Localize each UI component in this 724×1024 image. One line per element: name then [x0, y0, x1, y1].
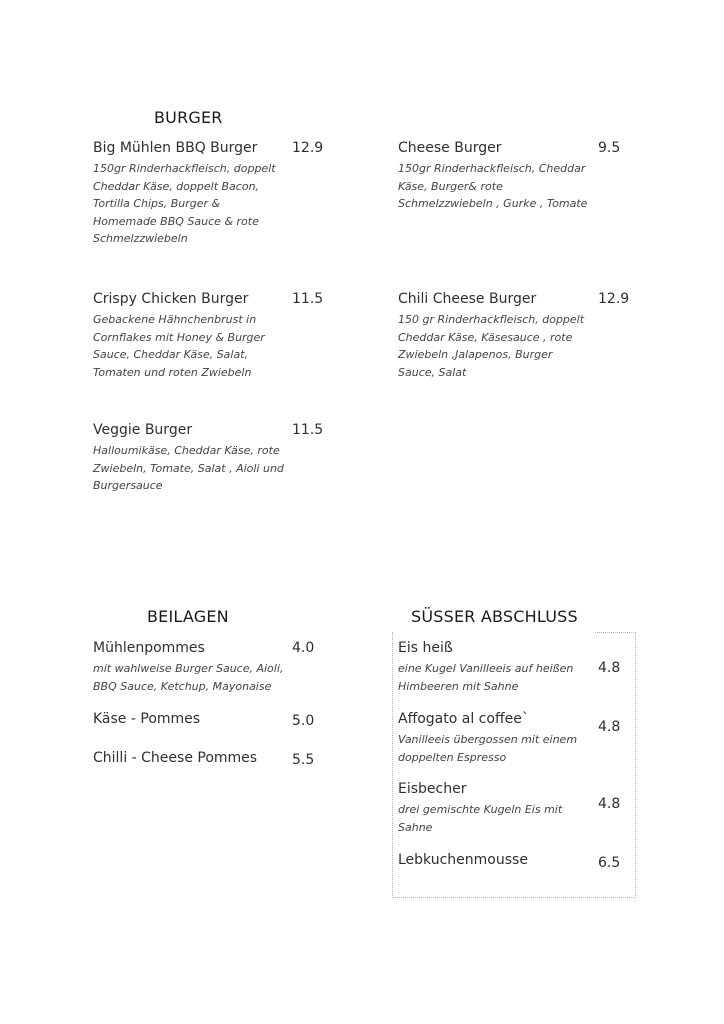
menu-item-eisbecher: [398, 781, 588, 836]
item-name: Chili Cheese Burger: [398, 291, 537, 307]
item-name: Veggie Burger: [93, 422, 193, 438]
item-name: Eis heiß: [398, 640, 453, 656]
menu-item-crispy-chicken-burger: [93, 291, 288, 381]
menu-item-big-muehlen-bbq-burger: [93, 140, 288, 248]
item-price: 6.5: [598, 855, 621, 871]
item-name: Eisbecher: [398, 781, 467, 797]
item-description: eine Kugel Vanilleeis auf heißen Himbeeren mit Sahne: [398, 662, 574, 693]
menu-item-affogato: [398, 711, 588, 766]
menu-item-kaese-pommes: [93, 711, 288, 728]
item-description: 150gr Rinderhackfleisch, doppelt Cheddar Käse, doppelt Bacon, Tortilla Chips, Burger & Homemade BBQ Sauce & rote Schmelzzwiebeln: [93, 162, 276, 245]
item-name: Crispy Chicken Burger: [93, 291, 249, 307]
menu-item-cheese-burger: [398, 140, 593, 213]
menu-item-lebkuchenmousse: [398, 852, 588, 869]
item-name: Lebkuchenmousse: [398, 852, 528, 868]
beilagen-heading: BEILAGEN: [147, 607, 229, 626]
item-price: 11.5: [292, 422, 324, 438]
item-price: 4.8: [598, 796, 621, 812]
item-price: 9.5: [598, 140, 621, 156]
item-price: 12.9: [598, 291, 630, 307]
item-description: mit wahlweise Burger Sauce, Aioli, BBQ Sauce, Ketchup, Mayonaise: [93, 662, 284, 693]
item-price: 4.0: [292, 640, 315, 656]
item-price: 5.5: [292, 752, 315, 768]
item-name: Mühlenpommes: [93, 640, 205, 656]
dessert-heading: SÜSSER ABSCHLUSS: [411, 607, 578, 626]
menu-item-veggie-burger: [93, 422, 288, 495]
item-description: 150 gr Rinderhackfleisch, doppelt Cheddar Käse, Käsesauce , rote Zwiebeln ,Jalapenos, Burger Sauce, Salat: [398, 313, 585, 379]
item-name: Chilli - Cheese Pommes: [93, 750, 258, 766]
item-price: 5.0: [292, 713, 315, 729]
item-price: 4.8: [598, 719, 621, 735]
dessert-frame-top: [595, 632, 636, 633]
item-name: Affogato al coffee`: [398, 711, 529, 727]
item-description: Halloumikäse, Cheddar Käse, rote Zwiebeln, Tomate, Salat , Aioli und Burgersauce: [93, 444, 284, 492]
item-description: 150gr Rinderhackfleisch, Cheddar Käse, Burger& rote Schmelzzwiebeln , Gurke , Tomate: [398, 162, 588, 210]
item-description: Vanilleeis übergossen mit einem doppelten Espresso: [398, 733, 578, 764]
burger-heading: BURGER: [154, 108, 223, 127]
item-price: 12.9: [292, 140, 324, 156]
item-price: 11.5: [292, 291, 324, 307]
menu-item-eis-heiss: [398, 640, 588, 695]
item-name: Käse - Pommes: [93, 711, 201, 727]
item-description: drei gemischte Kugeln Eis mit Sahne: [398, 803, 563, 834]
menu-item-chilli-cheese-pommes: [93, 750, 288, 767]
menu-item-chili-cheese-burger: [398, 291, 593, 381]
menu-item-muehlenpommes: [93, 640, 288, 695]
item-name: Cheese Burger: [398, 140, 502, 156]
item-price: 4.8: [598, 660, 621, 676]
item-name: Big Mühlen BBQ Burger: [93, 140, 258, 156]
item-description: Gebackene Hähnchenbrust in Cornflakes mit Honey & Burger Sauce, Cheddar Käse, Salat, Tomaten und roten Zwiebeln: [93, 313, 265, 379]
